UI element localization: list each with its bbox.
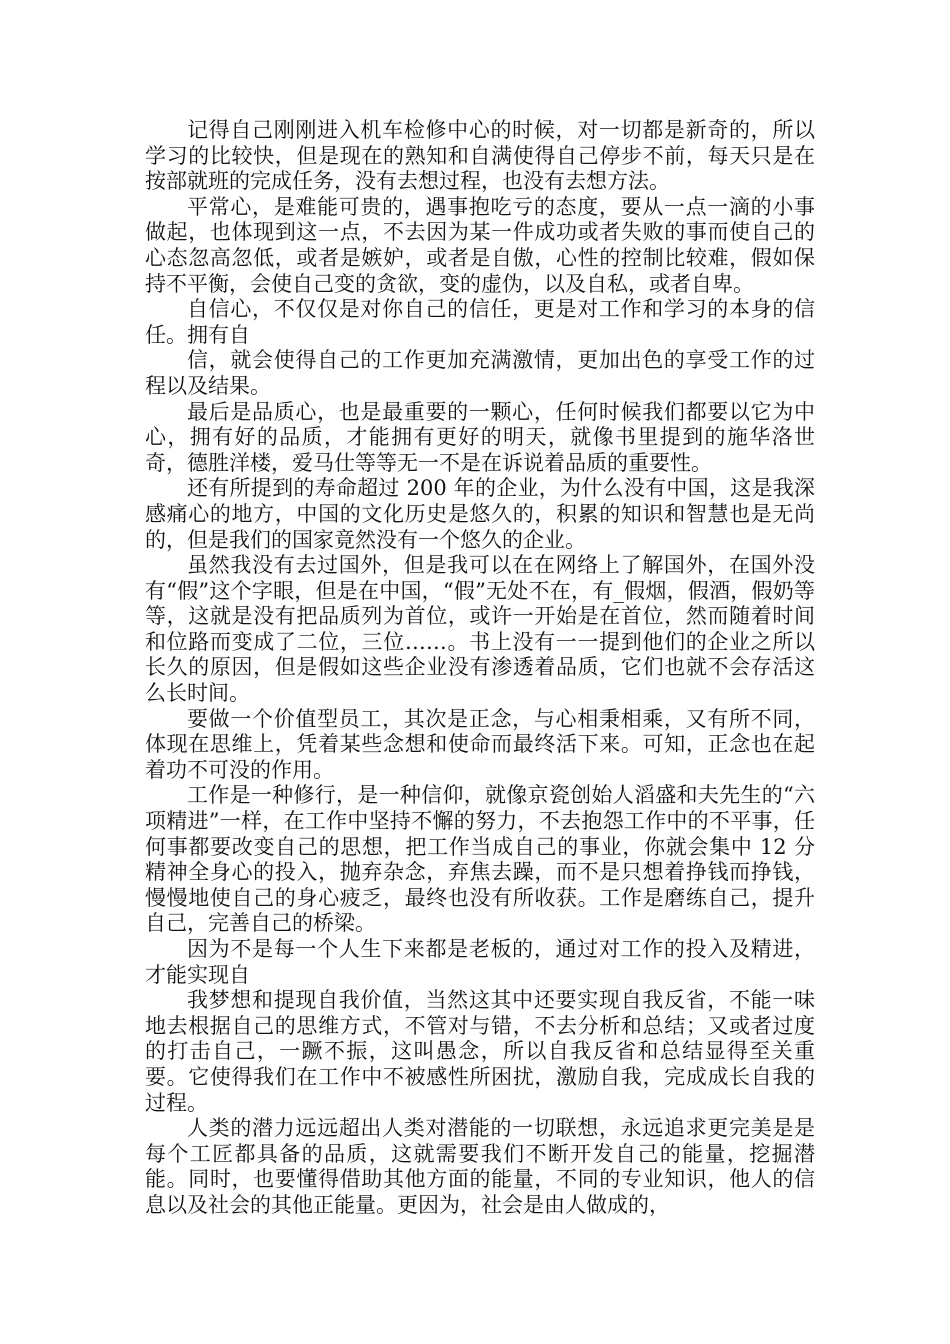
paragraph-6: 还有所提到的寿命超过 200 年的企业，为什么没有中国，这是我深感痛心的地方，中国的文化历史是悠久的，积累的知识和智慧也是无尚的，但是我们的国家竟然没有一个悠久的企业。 xyxy=(145,476,815,552)
paragraph-2: 平常心，是难能可贵的，遇事抱吃亏的态度，要从一点一滴的小事做起，也体现到这一点，不去因为某一件成功或者失败的事而使自己的心态忽高忽低，或者是嫉妒，或者是自傲，心性的控制比较难，假如保持不平衡，会使自己变的贪欲，变的虚伪，以及自私，或者自卑。 xyxy=(145,194,815,296)
paragraph-4: 信，就会使得自己的工作更加充满激情，更加出色的享受工作的过程以及结果。 xyxy=(145,348,815,398)
document-body xyxy=(145,118,815,1219)
paragraph-3: 自信心，不仅仅是对你自己的信任，更是对工作和学习的本身的信任。拥有自 xyxy=(145,297,815,347)
paragraph-1: 记得自己刚刚进入机车检修中心的时候，对一切都是新奇的，所以学习的比较快，但是现在的熟知和自满使得自己停步不前，每天只是在按部就班的完成任务，没有去想过程，也没有去想方法。 xyxy=(145,118,815,194)
paragraph-7: 虽然我没有去过国外，但是我可以在在网络上了解国外，在国外没有“假”这个字眼，但是在中国，“假”无处不在，有_假烟，假酒，假奶等等，这就是没有把品质列为首位，或许一开始是在首位，然而随着时间和位路而变成了二位，三位……。书上没有一一提到他们的企业之所以长久的原因，但是假如这些企业没有渗透着品质，它们也就不会存活这么长时间。 xyxy=(145,553,815,706)
paragraph-9: 工作是一种修行，是一种信仰，就像京瓷创始人滔盛和夫先生的“六项精进”一样，在工作中坚持不懈的努力，不去抱怨工作中的不平事，任何事都要改变自己的思想，把工作当成自己的事业，你就会集中 12 分精神全身心的投入，抛弃杂念，弃焦去躁，而不是只想着挣钱而挣钱，慢慢地使自己的身心疲乏，最终也没有所收获。工作是磨练自己，提升自己，完善自己的桥梁。 xyxy=(145,783,815,936)
paragraph-8: 要做一个价值型员工，其次是正念，与心相秉相乘，又有所不同，体现在思维上，凭着某些念想和使命而最终活下来。可知，正念也在起着功不可没的作用。 xyxy=(145,706,815,782)
paragraph-12: 人类的潜力远远超出人类对潜能的一切联想，永远追求更完美是是每个工匠都具备的品质，这就需要我们不断开发自己的能量，挖掘潜能。同时，也要懂得借助其他方面的能量，不同的专业知识，他人的信息以及社会的其他正能量。更因为，社会是由人做成的， xyxy=(145,1116,815,1217)
paragraph-11: 我梦想和提现自我价值，当然这其中还要实现自我反省，不能一味地去根据自己的思维方式，不管对与错，不去分析和总结；又或者过度的打击自己，一蹶不振，这叫愚念，所以自我反省和总结显得至关重要。它使得我们在工作中不被感性所困扰，激励自我，完成成长自我的过程。 xyxy=(145,988,815,1115)
paragraph-10: 因为不是每一个人生下来都是老板的，通过对工作的投入及精进，才能实现自 xyxy=(145,937,815,987)
paragraph-5: 最后是品质心，也是最重要的一颗心，任何时候我们都要以它为中心，拥有好的品质，才能拥有更好的明天，就像书里提到的施华洛世奇，德胜洋楼，爱马仕等等无一不是在诉说着品质的重要性。 xyxy=(145,399,815,475)
